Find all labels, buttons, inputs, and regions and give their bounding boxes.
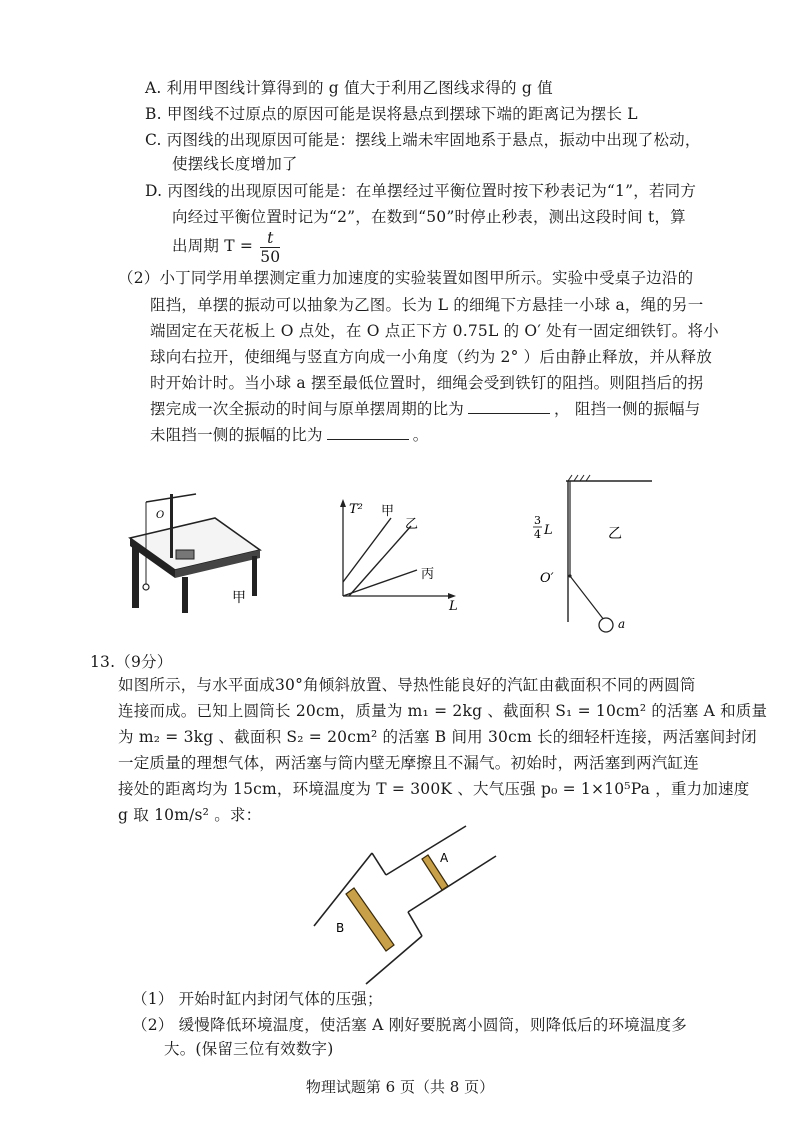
y-axis-label: T² (349, 502, 363, 517)
part2-line4: 球向右拉开，使细绳与竖直方向成一小角度（约为 2° ）后由静止释放，并从释放 (150, 348, 713, 366)
cylinder-figure (300, 820, 510, 985)
line-bing (343, 570, 417, 596)
q13-line6: g 取 10m/s² 。求： (118, 806, 262, 824)
piston-a-label: A (440, 851, 449, 865)
line-jia-label: 甲 (381, 504, 395, 519)
apparatus-figure (120, 488, 270, 616)
apparatus-label: 甲 (232, 590, 246, 606)
option-c-line1: C. 丙图线的出现原因可能是：摆线上端未牢固地系于悬点，振动中出现了松动， (145, 131, 701, 149)
part2-line6-tail: ， 阻挡一侧的振幅与 (554, 400, 701, 418)
part2-line2: 阻挡，单摆的振动可以抽象为乙图。长为 L 的细绳下方悬挂一小球 a，绳的另一 (150, 296, 704, 314)
length-frac-num: 3 (534, 514, 541, 527)
pendulum-figure (528, 472, 658, 637)
option-d-line3 (172, 226, 280, 266)
length-symbol: L (544, 523, 553, 538)
q13-sub1: （1） 开始时缸内封闭气体的压强； (132, 990, 383, 1008)
q13-line2: 连接而成。已知上圆筒长 20cm，质量为 m₁ = 2kg 、截面积 S₁ = 10cm² 的活塞 A 和质量 (118, 702, 768, 720)
option-d-line2: 向经过平衡位置时记为“2”，在数到“50”时停止秒表，测出这段时间 t，算 (172, 208, 686, 226)
part2-line7 (150, 424, 428, 446)
fraction-denominator: 50 (260, 247, 281, 266)
answer-blank-1[interactable] (468, 399, 550, 414)
period-formula-prefix: 出周期 T = (172, 237, 254, 255)
pendulum-label: 乙 (608, 526, 622, 542)
line-bing-label: 丙 (421, 567, 435, 582)
q13-line5: 接处的距离均为 15cm，环境温度为 T = 300K 、大气压强 p₀ = 1×10⁵Pa ，重力加速度 (118, 780, 750, 798)
q13-sub2-cont: 大。(保留三位有效数字) (164, 1040, 334, 1058)
ball-label: a (618, 617, 626, 631)
length-frac-den: 4 (534, 528, 541, 541)
part2-line1: （2）小丁同学用单摆测定重力加速度的实验装置如图甲所示。实验中受桌子边沿的 (118, 269, 694, 287)
option-a: A. 利用甲图线计算得到的 g 值大于利用乙图线求得的 g 值 (145, 79, 553, 97)
option-d-line1: D. 丙图线的出现原因可能是：在单摆经过平衡位置时按下秒表记为“1”，若同方 (145, 182, 697, 200)
part2-line5: 时开始计时。当小球 a 摆至最低位置时，细绳会受到铁钉的阻挡。则阻挡后的拐 (150, 374, 704, 392)
piston-b (346, 888, 394, 951)
t2-l-graph (325, 496, 465, 611)
fraction-numerator: t (260, 229, 280, 248)
svg-text:O: O (156, 510, 165, 521)
q13-line3: 为 m₂ = 3kg 、截面积 S₂ = 20cm² 的活塞 B 间用 30cm 长的细轻杆连接，两活塞间封闭 (118, 728, 757, 746)
period-fraction (260, 229, 280, 266)
piston-b-label: B (336, 921, 345, 935)
page-footer: 物理试题第 6 页（共 8 页） (305, 1078, 495, 1096)
part2-line6-text: 摆完成一次全振动的时间与原单摆周期的比为 (150, 400, 465, 418)
line-jia (343, 518, 391, 582)
q13-heading: 13.（9分） (90, 653, 173, 671)
nail-label: O′ (540, 571, 554, 586)
option-b: B. 甲图线不过原点的原因可能是误将悬点到摆球下端的距离记为摆长 L (145, 105, 638, 123)
x-axis-label: L (449, 599, 458, 611)
line-yi-label: 乙 (405, 517, 419, 532)
q13-line4: 一定质量的理想气体，两活塞与筒内壁无摩擦且不漏气。初始时，两活塞到两汽缸连 (118, 754, 699, 772)
q13-line1: 如图所示，与水平面成30°角倾斜放置、导热性能良好的汽缸由截面积不同的两圆筒 (118, 676, 696, 694)
option-c-line2: 使摆线长度增加了 (172, 155, 298, 173)
part2-line6 (150, 398, 700, 420)
part2-line7-tail: 。 (412, 426, 429, 444)
part2-line7-text: 未阻挡一侧的振幅的比为 (150, 426, 323, 444)
answer-blank-2[interactable] (327, 425, 409, 440)
q13-sub2: （2） 缓慢降低环境温度，使活塞 A 刚好要脱离小圆筒，则降低后的环境温度多 (132, 1016, 687, 1034)
part2-line3: 端固定在天花板上 O 点处，在 O 点正下方 0.75L 的 O′ 处有一固定细铁钉。将小 (150, 322, 719, 340)
